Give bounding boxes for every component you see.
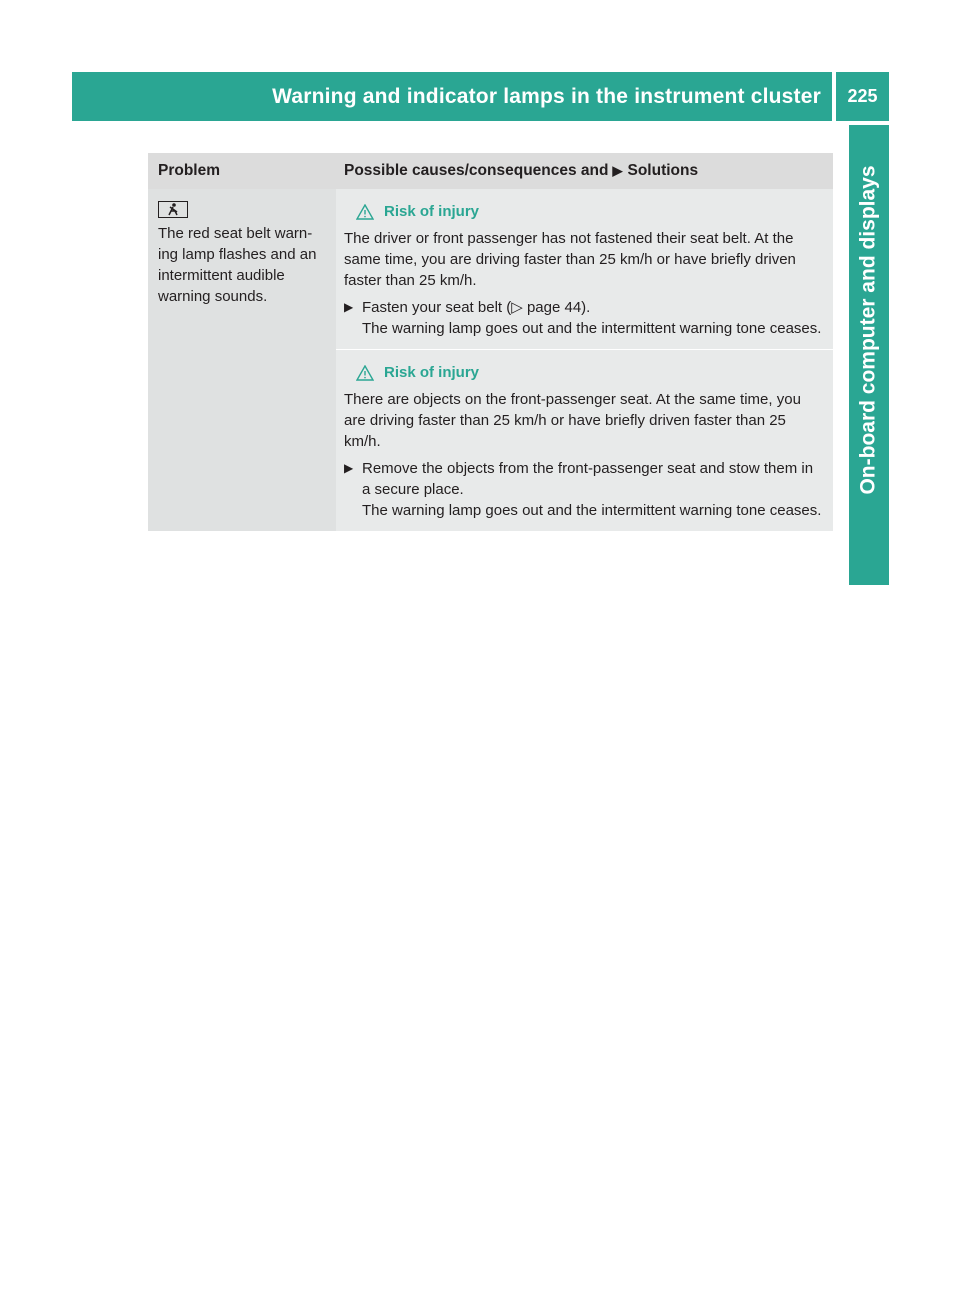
problem-solution-table (148, 153, 833, 531)
running-header (72, 72, 832, 121)
solution-block (336, 349, 833, 531)
chapter-title: On-board computer and displays (857, 165, 880, 495)
result-text: The warning lamp goes out and the intermittent warning tone ceases. (362, 320, 822, 337)
result-text: The warning lamp goes out and the intermittent warning tone ceases. (362, 502, 822, 519)
action-arrow-icon: ▶ (344, 461, 354, 475)
table-header-row (148, 153, 833, 189)
page-ref-arrow-icon: ▷ (511, 299, 527, 316)
warning-line (356, 201, 825, 222)
action-step (344, 458, 825, 521)
warning-triangle-icon (356, 204, 374, 220)
problem-description: The red seat belt warn-ing lamp flashes and an intermittent audible warning sounds. (158, 225, 317, 305)
action-text: Remove the objects from the front-passenger seat and stow them in a secure place. (362, 460, 814, 498)
solution-block (336, 189, 833, 349)
warning-triangle-icon (356, 365, 374, 381)
cause-text: The driver or front passenger has not fastened their seat belt. At the same time, you are driving faster than 25 km/h or have briefly driven faster than 25 km/h. (344, 230, 796, 289)
action-arrow-icon: ▶ (612, 163, 623, 178)
column-header-solutions-prefix: Possible causes/consequences and (344, 162, 609, 179)
problem-cell (148, 189, 336, 531)
action-step (344, 297, 825, 339)
column-header-solutions (336, 162, 833, 180)
chapter-side-label (847, 125, 891, 535)
warning-label: Risk of injury (384, 203, 480, 220)
column-header-solutions-suffix: Solutions (627, 162, 699, 179)
solutions-cell (336, 189, 833, 531)
cause-text: There are objects on the front-passenger seat. At the same time, you are driving faster than 25 km/h or have briefly driven faster than 25 km/h. (344, 391, 801, 450)
action-text: Fasten your seat belt (▷ page 44). (362, 299, 591, 316)
warning-label: Risk of injury (384, 364, 480, 381)
column-header-problem: Problem (158, 162, 221, 179)
action-arrow-icon: ▶ (344, 300, 354, 314)
section-title: Warning and indicator lamps in the instrument cluster (272, 84, 821, 108)
seat-belt-warning-icon (158, 201, 188, 218)
page-number: 225 (836, 72, 889, 121)
page-reference-link[interactable]: page 44). (526, 299, 591, 316)
table-row (148, 189, 833, 531)
warning-line (356, 362, 825, 383)
